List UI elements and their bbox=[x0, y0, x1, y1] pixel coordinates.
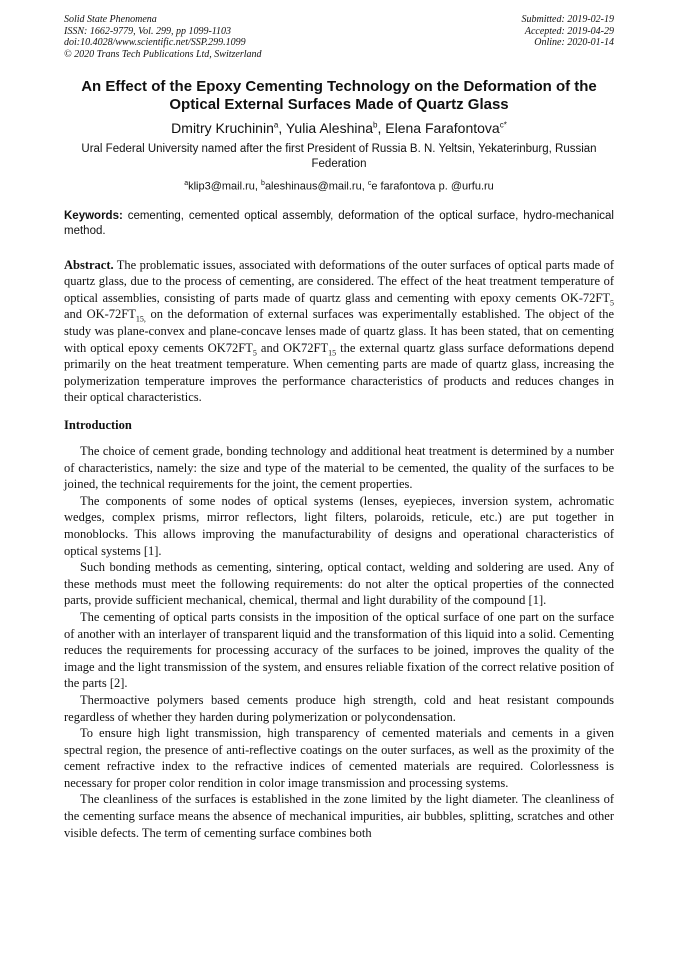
paper-title: An Effect of the Epoxy Cementing Technology on the Deformation of the Optical External Surfaces Made of Quartz Glass bbox=[81, 78, 597, 113]
section-heading-introduction: Introduction bbox=[64, 418, 132, 432]
dates-info bbox=[522, 14, 615, 60]
paragraph: To ensure high light transmission, high transparency of cemented materials and cements in a given spectral region, the presence of anti-reflective coatings on the outer surfaces, as well as the proximity of the cement refractive index to the refractive indices of cemented materials are required. Colorlessness is necessary for proper color rendition in color image transmission and processing systems. bbox=[64, 726, 614, 790]
journal-info bbox=[64, 14, 262, 60]
journal-name: Solid State Phenomena bbox=[64, 14, 157, 25]
introduction-body bbox=[64, 443, 614, 841]
author-list: Dmitry Kruchinin$^a$, Yulia Aleshina$^b$, Elena Farafontova$^{c*}$ bbox=[171, 120, 507, 136]
doi: doi:10.4028/www.scientific.net/SSP.299.1099 bbox=[64, 37, 246, 48]
email-link[interactable]: klip3@mail.ru, bbox=[188, 180, 262, 193]
online-date: Online: 2020-01-14 bbox=[534, 37, 614, 48]
paragraph: Such bonding methods as cementing, sintering, optical contact, welding and soldering are used. Any of these methods must meet the following requirements: do not alter the optical properties of the connected parts, provide sufficient mechanical, chemical, thermal and light durability of the compound [1]. bbox=[64, 560, 614, 608]
paragraph: The cleanliness of the surfaces is established in the zone limited by the light diameter. The cleanliness of the cementing surface means the absence of mechanical impurities, air bubbles, splitting, scratches and other visible defects. The term of cementing surface combines both bbox=[64, 792, 614, 840]
issn: ISSN: 1662-9779, Vol. 299, pp 1099-1103 bbox=[64, 25, 232, 37]
paragraph: The cementing of optical parts consists in the imposition of the optical surface of one part on the surface of another with an interlayer of transparent liquid and the transformation of this liquid into a solid. Cementing reduces the requirements for processing accuracy of the surfaces to be joined, improves the quality of the image and the light transmission of the system, and ensures reliable fixation of the correct relative position of the parts [2]. bbox=[64, 609, 614, 691]
paragraph: Thermoactive polymers based cements produce high strength, cold and heat resistant compounds regardless of whether they harden during polymerization or polycondensation. bbox=[64, 692, 614, 724]
keywords-label: Keywords: bbox=[64, 209, 123, 222]
author: Dmitry Kruchinin$^a$ bbox=[171, 120, 279, 136]
paragraph: The choice of cement grade, bonding technology and additional heat treatment is determined by a number of characteristics, namely: the size and type of the material to be cemented, the quality of the surfaces to be joined, the technical requirements for the joint, the cement properties. bbox=[64, 444, 614, 492]
email-link[interactable]: aleshinaus@mail.ru, bbox=[264, 180, 368, 193]
email-link[interactable]: e farafontova p. @urfu.ru bbox=[371, 180, 494, 193]
affiliation: Ural Federal University named after the first President of Russia B. N. Yeltsin, Yekaterinburg, Russian Federation bbox=[81, 143, 597, 170]
keywords-text: cementing, cemented optical assembly, deformation of the optical surface, hydro-mechanical method. bbox=[64, 209, 614, 237]
abstract-label: Abstract. bbox=[64, 257, 114, 272]
abstract: Abstract. The problematic issues, associated with deformations of the outer surfaces of optical parts made of quartz glass, due to the process of cementing, are considered. The effect of the heat treatment temperature of optical assemblies, consisting of parts made of quartz glass and cementing with epoxy cements $OK-72FT_5$ and $OK-72FT_{15,}$ on the deformation of external surfaces was experimentally established. The object of the study was plane-convex and plane-concave lenses made of quartz glass. It has been stated, that on cementing with optical epoxy cements $OK72FT_5$ and $OK72FT_{15}$ the external quartz glass surface deformations depend primarily on the heat treatment temperature. When cementing parts are made of quartz glass, increasing the polymerization temperature improves the performance characteristics of products and reduces changes in their optical characteristics. bbox=[64, 257, 614, 405]
keywords bbox=[64, 209, 614, 239]
paragraph: The components of some nodes of optical systems (lenses, eyepieces, inversion system, achromatic wedges, complex prisms, mirror reflectors, light filters, polaroids, reticule, etc.) are put together in monoblocks. This allows improving the manufacturability of designs and operational characteristics of optical systems [1]. bbox=[64, 493, 614, 558]
author: Elena Farafontova$^{c*}$ bbox=[385, 120, 507, 136]
submitted-date: Submitted: 2019-02-19 bbox=[521, 14, 614, 25]
copyright: © 2020 Trans Tech Publications Ltd, Switzerland bbox=[64, 48, 262, 60]
author-emails: $^a$klip3@mail.ru, $^b$aleshinaus@mail.ru, $^c$e farafontova p. @urfu.ru bbox=[184, 180, 494, 193]
publication-meta bbox=[64, 14, 614, 60]
accepted-date: Accepted: 2019-04-29 bbox=[524, 25, 614, 37]
author: Yulia Aleshina$^b$ bbox=[285, 120, 378, 136]
